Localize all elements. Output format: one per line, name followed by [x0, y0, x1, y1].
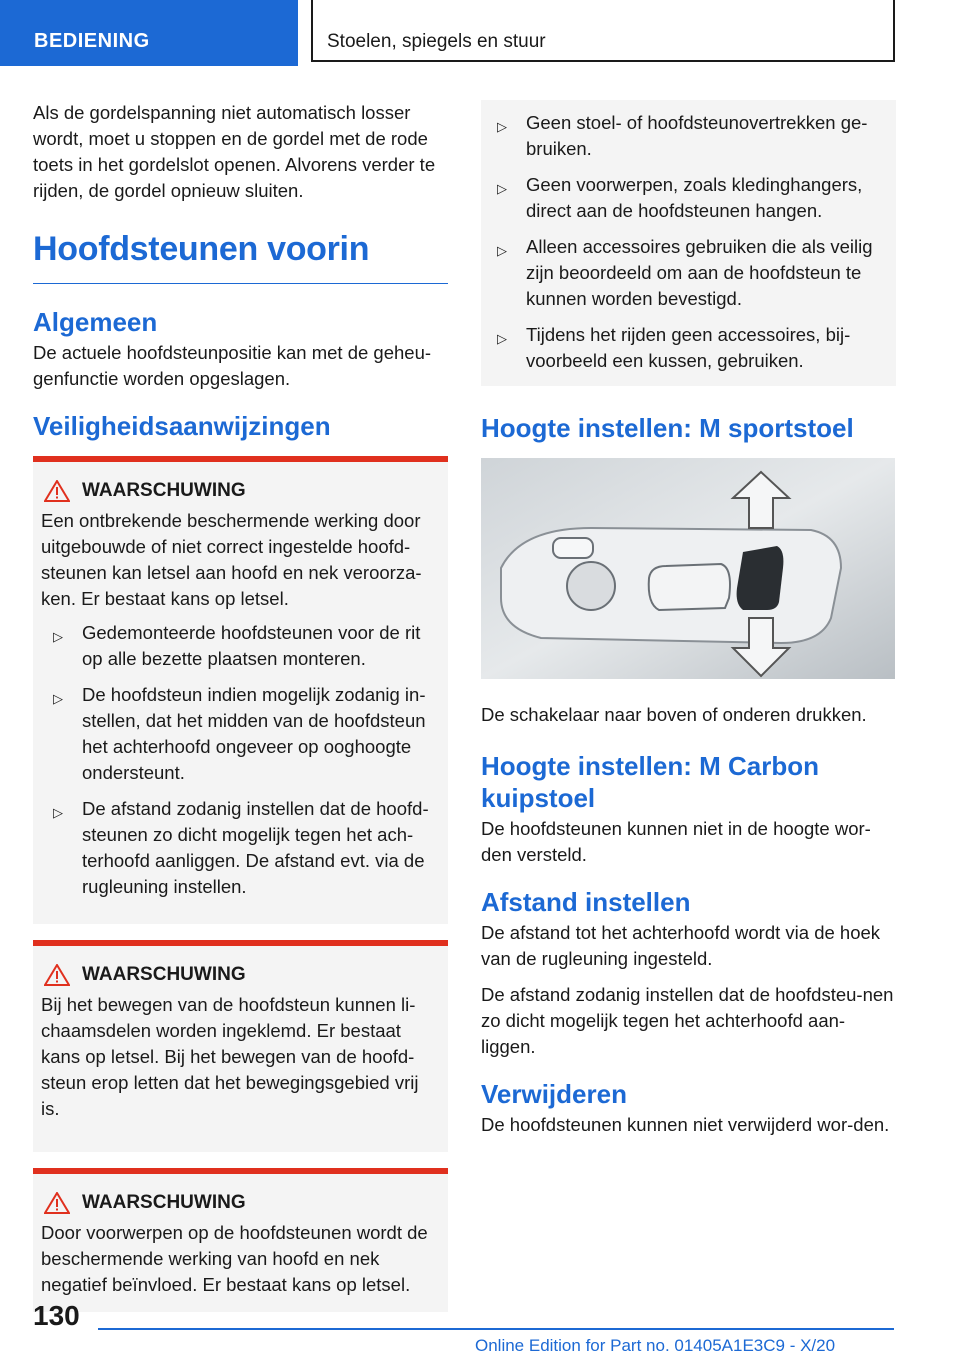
heading-safety: Veiligheidsaanwijzingen: [33, 411, 331, 441]
warning-list: [41, 620, 440, 900]
list-item: ▷ Alleen accessoires gebruiken die als veilig zijn beoordeeld om aan de hoofdsteun te kunnen worden bevestigd.: [497, 236, 873, 309]
heading-carbon: Hoogte instellen: M Carbon kuipstoel: [481, 751, 819, 813]
continued-warning-list: [481, 100, 896, 386]
warning-triangle-icon: [44, 480, 70, 502]
footer-divider: [98, 1328, 894, 1330]
heading-afstand: Afstand instellen: [481, 887, 691, 917]
list-item: ▷ Tijdens het rijden geen accessoires, bij-voorbeeld een kussen, gebruiken.: [497, 324, 851, 371]
list-item: ▷ De hoofdsteun indien mogelijk zodanig in-stellen, dat het midden van de hoofdsteun het achterhoofd ongeveer op ooghoogte ondersteunt.: [53, 684, 426, 783]
heading-verwijderen: Verwijderen: [481, 1079, 627, 1109]
warning-box-3: [33, 1168, 448, 1312]
warning-box-2: [33, 940, 448, 1152]
list-item: ▷ De afstand zodanig instellen dat de hoofd-steunen zo dicht mogelijk tegen het ach-terhoofd aanliggen. De afstand evt. via de rugleuning instellen.: [53, 798, 429, 897]
afstand-paragraph-2: De afstand zodanig instellen dat de hoofdsteu-nen zo dicht mogelijk tegen het achterhoofd aan-liggen.: [481, 984, 894, 1057]
left-column: [33, 100, 448, 1328]
page-title: Hoofdsteunen voorin: [33, 230, 448, 284]
right-column: [481, 100, 896, 1148]
triangle-bullet-icon: ▷: [497, 119, 507, 134]
algemeen-paragraph: De actuele hoofdsteunpositie kan met de geheu-genfunctie worden opgeslagen.: [33, 342, 432, 389]
triangle-bullet-icon: ▷: [53, 691, 63, 706]
sport-paragraph: De schakelaar naar boven of onderen drukken.: [481, 704, 867, 725]
page-number: 130: [33, 1300, 80, 1331]
heading-algemeen: Algemeen: [33, 307, 158, 337]
afstand-paragraph-1: De afstand tot het achterhoofd wordt via de hoek van de rugleuning ingesteld.: [481, 922, 881, 969]
triangle-bullet-icon: ▷: [497, 331, 507, 346]
warning-triangle-icon: [44, 964, 70, 986]
warning-title: WAARSCHUWING: [82, 480, 246, 501]
warning-box-1: [33, 456, 448, 924]
triangle-bullet-icon: ▷: [53, 629, 63, 644]
list-item: ▷ Geen voorwerpen, zoals kledinghangers, direct aan de hoofdsteunen hangen.: [497, 174, 863, 221]
triangle-bullet-icon: ▷: [497, 181, 507, 196]
warning-text: Door voorwerpen op de hoofdsteunen wordt de beschermende werking van hoofd en nek negatief beïnvloed. Er bestaat kans op letsel.: [41, 1222, 428, 1295]
verwijderen-paragraph: De hoofdsteunen kunnen niet verwijderd wor-den.: [481, 1114, 890, 1135]
warning-text: Een ontbrekende beschermende werking door uitgebouwde of niet correct ingestelde hoofd-steunen kan letsel aan hoofd en nek veroorza-ken. Er bestaat kans op letsel.: [41, 510, 422, 609]
header-chapter: Stoelen, spiegels en stuur: [311, 0, 895, 62]
triangle-bullet-icon: ▷: [497, 243, 507, 258]
carbon-paragraph: De hoofdsteunen kunnen niet in de hoogte wor-den versteld.: [481, 818, 871, 865]
heading-sport: Hoogte instellen: M sportstoel: [481, 413, 854, 443]
list-item: ▷ Gedemonteerde hoofdsteunen voor de rit op alle bezette plaatsen monteren.: [53, 622, 421, 669]
footer-edition: Online Edition for Part no. 01405A1E3C9 - X/20: [475, 1336, 836, 1355]
seat-switch-photo: [481, 458, 895, 679]
warning-title: WAARSCHUWING: [82, 964, 246, 985]
warning-triangle-icon: [44, 1192, 70, 1214]
warning-title: WAARSCHUWING: [82, 1192, 246, 1213]
header-section: BEDIENING: [0, 0, 298, 66]
warning-text: Bij het bewegen van de hoofdsteun kunnen li-chaamsdelen worden ingeklemd. Er bestaat kans op letsel. Bij het bewegen van de hoofd-steun erop letten dat het bewegingsgebied vrij is.: [41, 994, 419, 1119]
triangle-bullet-icon: ▷: [53, 805, 63, 820]
intro-paragraph: Als de gordelspanning niet automatisch losser wordt, moet u stoppen en de gordel met de rode toets in het gordelslot openen. Alvorens verder te rijden, de gordel opnieuw sluiten.: [33, 102, 436, 201]
list-item: ▷ Geen stoel- of hoofdsteunovertrekken ge-bruiken.: [497, 112, 868, 159]
